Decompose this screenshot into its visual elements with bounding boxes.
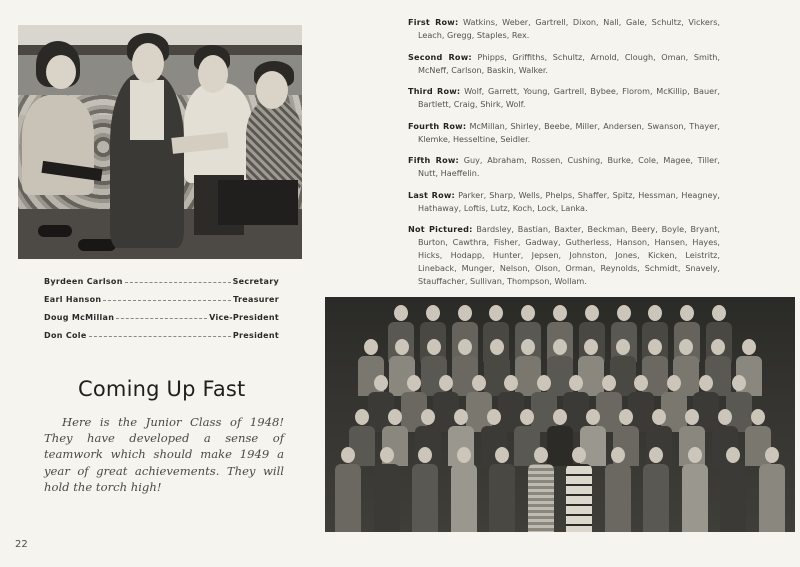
roster-row-first [408, 16, 720, 42]
roster-names: Guy, Abraham, Rossen, Cushing, Burke, Cole, Magee, Tiller, Nutt, Haeffelin. [418, 155, 721, 178]
crowd-row-front [325, 447, 795, 532]
officer-shoe [78, 239, 116, 251]
officer-entry [44, 322, 279, 340]
person [682, 447, 708, 532]
officer-figure-4 [246, 100, 302, 190]
person [759, 447, 785, 532]
roster-names: Wolf, Garrett, Young, Gartrell, Bybee, Florom, McKillip, Bauer, Bartlett, Craig, Shirk, Wolf. [418, 86, 721, 109]
roster-row-third [408, 85, 720, 111]
roster-row-fifth [408, 154, 720, 180]
officer-head-1 [46, 55, 76, 89]
person [374, 447, 400, 532]
officer-shirt-2 [130, 80, 164, 140]
person [720, 447, 746, 532]
officer-head-4 [256, 71, 288, 109]
person [489, 447, 515, 532]
class-roster [408, 16, 720, 297]
roster-row-last [408, 189, 720, 215]
roster-not-pictured [408, 223, 720, 288]
person [335, 447, 361, 532]
class-photo [325, 297, 795, 532]
person [566, 447, 592, 532]
class-blurb [44, 414, 284, 495]
roster-row-second [408, 51, 720, 77]
officer-title: Vice-President [209, 313, 279, 322]
roster-label: Not Pictured: [408, 224, 473, 234]
roster-row-fourth [408, 120, 720, 146]
officer-title: Secretary [232, 277, 279, 286]
leader-dots [125, 282, 231, 283]
roster-label: First Row: [408, 17, 459, 27]
leader-dots [116, 318, 207, 319]
officer-name: Don Cole [44, 331, 87, 340]
person [605, 447, 631, 532]
roster-names: Bardsley, Bastian, Baxter, Beckman, Beery, Boyle, Bryant, Burton, Cawthra, Fisher, Gadway, Gutherless, Hanson, Hansen, Hayes, Hicks, Hodapp, Hunter, Jepsen, Johnston, Jones, Kicken, Leistritz, Lineback, Munger, Nelson, Olson, Orman, Reynolds, Schmidt, Snavely, Stauffacher, Sullivan, Thompson, Wollam. [418, 224, 720, 286]
officer-entry [44, 268, 279, 286]
roster-names: McMillan, Shirley, Beebe, Miller, Andersen, Swanson, Thayer, Klemke, Hesseltine, Seidler. [418, 120, 721, 144]
roster-label: Second Row: [408, 51, 472, 62]
officer-shoe [38, 225, 72, 237]
person [412, 447, 438, 532]
officer-legs-4 [218, 180, 298, 225]
officer-entry [44, 286, 279, 304]
officer-name: Doug McMillan [44, 313, 115, 322]
roster-label: Fourth Row: [408, 120, 467, 131]
officer-title: Treasurer [233, 295, 279, 304]
person [528, 447, 554, 532]
roster-names: Parker, Sharp, Wells, Phelps, Shaffer, Spitz, Hessman, Heagney, Hathaway, Loftis, Lutz, Koch, Lock, Lanka. [418, 189, 720, 213]
officer-head-3 [198, 55, 228, 93]
roster-label: Fifth Row: [408, 155, 459, 165]
officer-head-2 [132, 43, 164, 83]
roster-names: Watkins, Weber, Gartrell, Dixon, Nall, Gale, Schultz, Vickers, Leach, Gregg, Staples, Rex. [418, 17, 720, 40]
leader-dots [103, 300, 231, 301]
roster-label: Third Row: [408, 86, 461, 96]
leader-dots [89, 336, 231, 337]
officers-list [44, 268, 279, 340]
page-number: 22 [15, 539, 28, 550]
officer-figure-1 [22, 95, 94, 195]
officer-name: Earl Hanson [44, 295, 102, 304]
person [451, 447, 477, 532]
page-headline: Coming Up Fast [78, 377, 246, 401]
officer-title: President [232, 331, 279, 340]
officers-photo [18, 25, 302, 259]
roster-names: Phipps, Griffiths, Schultz, Arnold, Clough, Oman, Smith, McNeff, Carlson, Baskin, Walker. [418, 51, 720, 75]
blurb-text: Here is the Junior Class of 1948! They have developed a sense of teamwork which should make 1949 a year of great achievements. They will hold the torch high! [44, 415, 284, 494]
officer-entry [44, 304, 279, 322]
person [643, 447, 669, 532]
officer-name: Byrdeen Carlson [44, 277, 123, 286]
roster-label: Last Row: [408, 189, 455, 200]
